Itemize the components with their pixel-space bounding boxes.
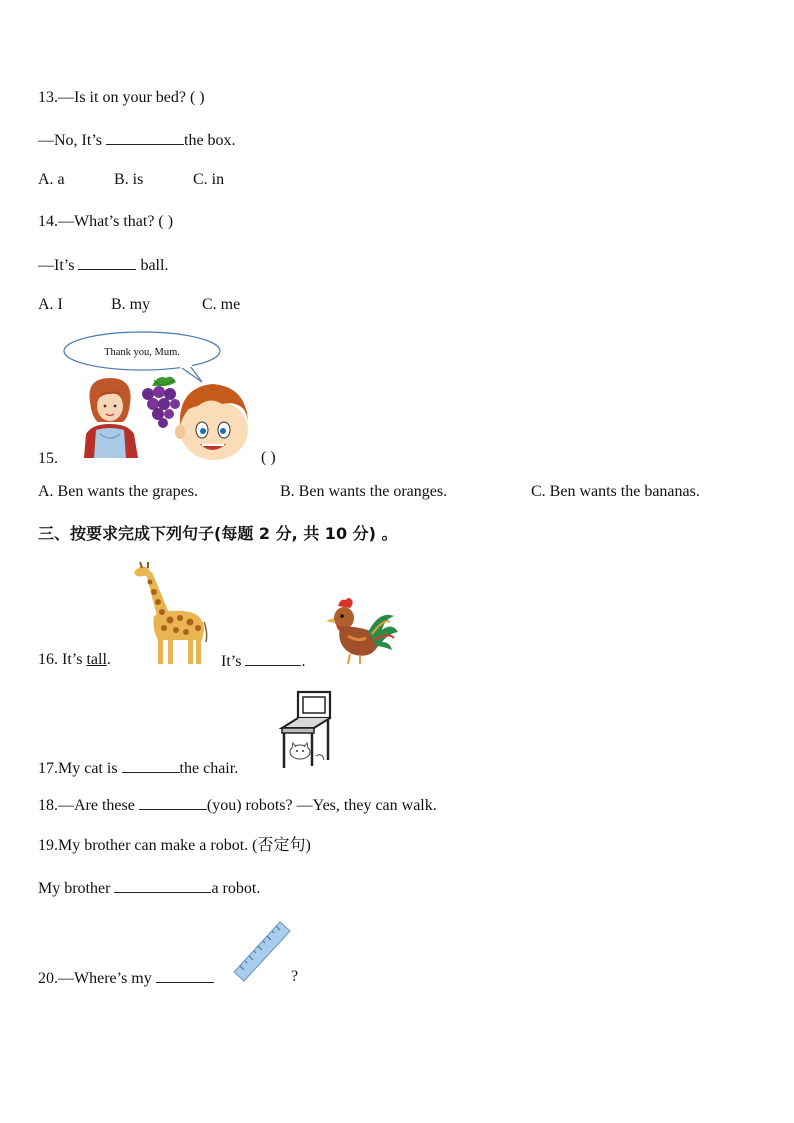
q14-prompt: 14.—What’s that? ( ) [38,213,174,230]
q16-second [221,650,305,672]
q16-tall-word: tall [86,651,107,668]
q13-option-c[interactable]: C. in [193,171,225,188]
q15-number: 15. [38,450,58,467]
q16-line [38,650,111,670]
q16-second-pre: It’s [221,653,246,670]
q13-answer-post: the box. [184,132,236,149]
section-3-heading: 三、按要求完成下列句子(每题 2 分, 共 10 分) 。 [38,524,398,543]
q18-pre: 18.—Are these [38,797,139,814]
q20-question-mark: ? [291,968,299,985]
q14-answer-pre: —It’s [38,257,79,274]
q20-blank[interactable] [156,967,214,983]
q16-end: . [301,653,306,670]
grapes-icon [142,377,180,428]
q13-answer-pre: —No, It’s [38,132,106,149]
chair-cat-image [278,690,334,770]
q19-prompt: 19.My brother can make a robot. (否定句) [38,837,311,854]
q13-blank[interactable] [106,129,184,145]
q17-post: the chair. [179,760,239,777]
q19-post: a robot. [211,880,261,897]
q20-line [38,967,214,989]
q13-option-a[interactable]: A. a [38,171,65,188]
q18-post: (you) robots? —Yes, they can walk. [206,797,437,814]
q14-blank[interactable] [78,254,136,270]
boy-figure [175,384,248,460]
q15-option-c[interactable]: C. Ben wants the bananas. [531,483,700,500]
mum-figure [84,378,138,458]
speech-text: Thank you, Mum. [104,347,180,358]
q14-answer [38,254,168,276]
q19-blank[interactable] [114,877,211,893]
q14-option-a[interactable]: A. I [38,296,63,313]
q14-option-b[interactable]: B. my [111,296,151,313]
giraffe-image [128,560,210,666]
q16-blank[interactable] [245,650,301,666]
q13-answer [38,129,236,151]
q13-prompt: 13.—Is it on your bed? ( ) [38,89,205,106]
q19-answer [38,877,260,899]
q18-blank[interactable] [139,794,207,810]
q14-answer-post: ball. [136,257,169,274]
rooster-image [318,596,398,666]
q15-picture [62,330,254,462]
q13-option-b[interactable]: B. is [114,171,144,188]
ruler-image [232,920,292,982]
q15-answer-paren[interactable]: ( ) [261,449,276,466]
q17-pre: 17.My cat is [38,760,122,777]
q18-line [38,794,437,816]
q17-blank[interactable] [122,757,180,773]
q17-line [38,757,238,779]
q16-dot: . [106,651,111,668]
q15-option-b[interactable]: B. Ben wants the oranges. [280,483,448,500]
q14-option-c[interactable]: C. me [202,296,241,313]
q16-pre: 16. It’s [38,651,87,668]
q19-pre: My brother [38,880,115,897]
q15-option-a[interactable]: A. Ben wants the grapes. [38,483,198,500]
q20-pre: 20.—Where’s my [38,970,156,987]
